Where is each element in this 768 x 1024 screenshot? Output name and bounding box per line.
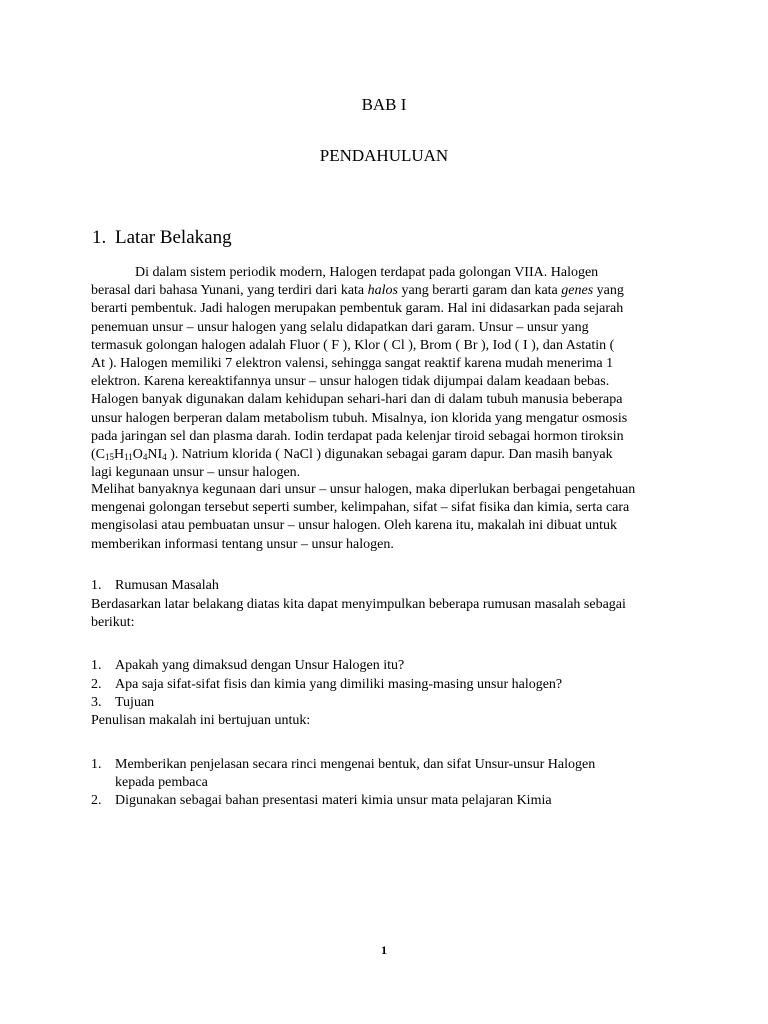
subscript: 4 — [162, 452, 167, 463]
chapter-title: PENDAHULUAN — [319, 146, 449, 165]
list-item — [91, 694, 154, 712]
text-line: mengisolasi atau pembuatan unsur – unsur halogen. Oleh karena itu, makalah ini dibuat untuk — [91, 518, 618, 534]
text-span: yang berarti garam dan kata — [398, 283, 562, 299]
text-line: penemuan unsur – unsur halogen yang selalu didapatkan dari garam. Unsur – unsur yang — [91, 319, 589, 335]
rumusan-intro-line: Berdasarkan latar belakang diatas kita dapat menyimpulkan beberapa rumusan masalah sebagai — [91, 597, 626, 612]
subheading-title: Rumusan Masalah — [115, 578, 219, 593]
text-line: elektron. Karena kereaktifannya unsur – unsur halogen tidak dijumpai dalam keadaan bebas. — [91, 374, 610, 390]
list-number: 3. — [91, 695, 102, 710]
italic-term-halos: halos — [367, 283, 398, 299]
list-item — [91, 657, 404, 675]
list-item-text: Memberikan penjelasan secara rinci mengenai bentuk, dan sifat Unsur-unsur Halogen — [115, 757, 596, 772]
text-line: Halogen banyak digunakan dalam kehidupan sehari-hari dan di dalam tubuh manusia beberapa — [91, 392, 623, 408]
text-span: (C — [91, 447, 105, 463]
text-span: NI — [147, 447, 163, 463]
list-item — [91, 676, 562, 694]
text-span: O — [132, 447, 143, 463]
text-line: Melihat banyaknya kegunaan dari unsur – unsur halogen, maka diperlukan berbagai pengetahuan — [91, 482, 636, 497]
text-line: termasuk golongan halogen adalah Fluor ( F ), Klor ( Cl ), Brom ( Br ), Iod ( I ), dan Astatin ( — [91, 337, 615, 353]
list-number: 1. — [91, 658, 102, 673]
text-span: H — [114, 447, 125, 463]
subscript: 15 — [105, 452, 114, 463]
text-line: lagi kegunaan unsur – unsur halogen. — [91, 465, 301, 481]
text-line: memberikan informasi tentang unsur – unsur halogen. — [91, 536, 394, 552]
text-line: Di dalam sistem periodik modern, Halogen terdapat pada golongan VIIA. Halogen — [135, 265, 599, 280]
subscript: 4 — [142, 452, 148, 463]
list-item-text: Apa saja sifat-sifat fisis dan kimia yang dimiliki masing-masing unsur halogen? — [115, 677, 563, 692]
paragraph-latar-belakang — [91, 264, 691, 482]
list-item-continuation: kepada pembaca — [115, 775, 208, 790]
list-number: 1. — [91, 757, 102, 772]
text-span: ). Natrium klorida ( NaCl ) digunakan sebagai garam dapur. Dan masih banyak — [166, 447, 613, 463]
tujuan-intro: Penulisan makalah ini bertujuan untuk: — [91, 713, 311, 728]
subheading-rumusan-masalah — [91, 577, 219, 595]
section-heading-latar-belakang — [92, 227, 232, 249]
list-number: 2. — [91, 677, 102, 692]
text-line: mengenai golongan tersebut seperti sumber, kelimpahan, sifat – sifat fisika dan kimia, serta cara — [91, 500, 630, 516]
list-number: 2. — [91, 793, 102, 808]
text-span: berasal dari bahasa Yunani, yang terdiri dari kata — [91, 283, 368, 299]
text-line: At ). Halogen memiliki 7 elektron valensi, sehingga sangat reaktif karena mudah menerima 1 — [91, 356, 614, 372]
page-number: 1 — [381, 943, 387, 957]
text-line — [91, 282, 691, 300]
list-item-text: Digunakan sebagai bahan presentasi materi kimia unsur mata pelajaran Kimia — [115, 793, 552, 808]
list-item — [91, 756, 595, 792]
subscript: 11 — [124, 452, 133, 463]
text-line: pada jaringan sel dan plasma darah. Iodin terdapat pada kelenjar tiroid sebagai hormon tiroksin — [91, 428, 624, 444]
section-title: Latar Belakang — [115, 227, 232, 248]
chemical-formula-line — [91, 446, 691, 464]
list-number: 1. — [91, 578, 102, 593]
section-number: 1. — [92, 227, 107, 248]
text-line: berarti pembentuk. Jadi halogen merupakan pembentuk garam. Hal ini didasarkan pada sejarah — [91, 301, 624, 317]
list-item-text: Apakah yang dimaksud dengan Unsur Halogen itu? — [115, 658, 405, 673]
list-item-text: Tujuan — [115, 695, 155, 710]
paragraph-kesimpulan — [91, 481, 691, 554]
rumusan-intro-line: berikut: — [91, 615, 135, 630]
text-line: unsur halogen berperan dalam metabolism tubuh. Misalnya, ion klorida yang mengatur osmosis — [91, 410, 628, 426]
italic-term-genes: genes — [561, 283, 594, 299]
text-span: yang — [593, 283, 624, 299]
list-item — [91, 792, 552, 810]
chapter-heading: BAB I — [361, 95, 407, 114]
